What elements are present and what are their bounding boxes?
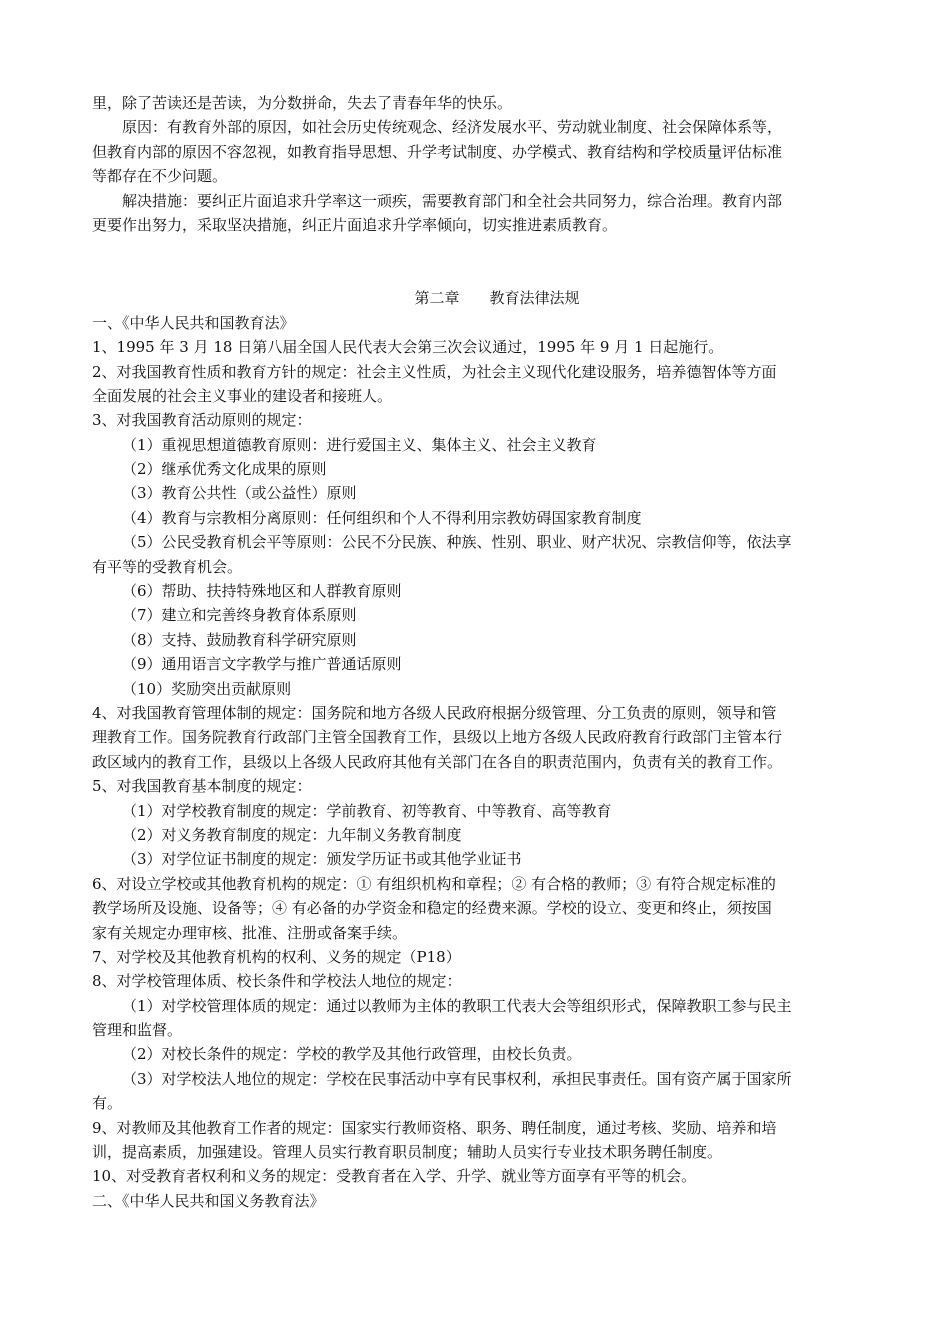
- text-line: （7）建立和完善终身教育体系原则: [122, 606, 357, 625]
- text-line: 等都存在不少问题。: [92, 167, 228, 186]
- text-line: 3、对我国教育活动原则的规定：: [92, 411, 312, 430]
- text-line: （1）重视思想道德教育原则：进行爱国主义、集体主义、社会主义教育: [122, 435, 597, 454]
- text-line: （3）教育公共性（或公益性）原则: [122, 484, 357, 503]
- text-line: 1、1995 年 3 月 18 日第八届全国人民代表大会第三次会议通过，1995 年 9 月 1 日起施行。: [92, 338, 724, 357]
- intro-section: [92, 91, 862, 237]
- text-line: 教学场所及设施、设备等；④ 有必备的办学资金和稳定的经费来源。学校的设立、变更和终止，须按国: [92, 899, 772, 918]
- text-line: 有平等的受教育机会。: [92, 557, 243, 576]
- text-line: 全面发展的社会主义事业的建设者和接班人。: [92, 386, 393, 405]
- text-line: 6、对设立学校或其他教育机构的规定：① 有组织机构和章程；② 有合格的教师；③ 有符合规定标准的: [92, 874, 776, 893]
- text-line: 更要作出努力，采取坚决措施，纠正片面追求升学率倾向，切实推进素质教育。: [92, 215, 618, 234]
- text-line: （1）对学校教育制度的规定：学前教育、初等教育、中等教育、高等教育: [122, 801, 612, 820]
- chapter-body: [92, 311, 862, 1213]
- chapter-title: 教育法律法规: [489, 289, 580, 308]
- text-line: 5、对我国教育基本制度的规定：: [92, 777, 312, 796]
- text-line: （8）支持、鼓励教育科学研究原则: [122, 630, 357, 649]
- text-line: 里，除了苦读还是苦读，为分数拼命，失去了青春年华的快乐。: [92, 94, 513, 112]
- text-line: （3）对学位证书制度的规定：颁发学历证书或其他学业证书: [122, 850, 522, 869]
- text-line: 4、对我国教育管理体制的规定：国务院和地方各级人民政府根据分级管理、分工负责的原则，领导和管: [92, 703, 777, 722]
- text-line: 7、对学校及其他教育机构的权利、义务的规定（P18）: [92, 947, 461, 966]
- text-line: 原因：有教育外部的原因，如社会历史传统观念、经济发展水平、劳动就业制度、社会保障体系等，: [122, 118, 783, 137]
- text-line: 2、对我国教育性质和教育方针的规定：社会主义性质，为社会主义现代化建设服务，培养德智体等方面: [92, 362, 777, 381]
- text-line: （2）继承优秀文化成果的原则: [122, 460, 327, 479]
- text-line: （5）公民受教育机会平等原则：公民不分民族、种族、性别、职业、财产状况、宗教信仰等，依法享: [122, 533, 792, 552]
- text-line: 二、《中华人民共和国义务教育法》: [92, 1191, 325, 1210]
- text-line: （2）对校长条件的规定：学校的教学及其他行政管理，由校长负责。: [122, 1045, 582, 1064]
- text-line: 8、对学校管理体质、校长条件和学校法人地位的规定：: [92, 972, 462, 991]
- text-line: （1）对学校管理体质的规定：通过以教师为主体的教职工代表大会等组织形式，保障教职工参与民主: [122, 996, 792, 1015]
- text-line: 管理和监督。: [92, 1021, 183, 1040]
- text-line: 10、对受教育者权利和义务的规定：受教育者在入学、升学、就业等方面享有平等的机会。: [92, 1167, 697, 1186]
- text-line: 训，提高素质，加强建设。管理人员实行教育职员制度；辅助人员实行专业技术职务聘任制度。: [92, 1143, 723, 1162]
- text-line: 有。: [92, 1094, 123, 1113]
- text-line: 一、《中华人民共和国教育法》: [92, 313, 295, 332]
- document-content: [92, 91, 862, 1213]
- text-line: 解决措施：要纠正片面追求升学率这一顽疾，需要教育部门和全社会共同努力，综合治理。教育内部: [122, 191, 783, 210]
- text-line: 政区域内的教育工作，县级以上各级人民政府其他有关部门在各自的职责范围内，负责有关的教育工作。: [92, 752, 783, 771]
- section-gap: [92, 237, 862, 286]
- text-line: 但教育内部的原因不容忽视，如教育指导思想、升学考试制度、办学模式、教育结构和学校质量评估标准: [92, 142, 783, 161]
- text-line: （10）奖励突出贡献原则: [122, 679, 292, 698]
- text-line: 理教育工作。国务院教育行政部门主管全国教育工作，县级以上地方各级人民政府教育行政部门主管本行: [92, 728, 783, 747]
- text-line: （6）帮助、扶持特殊地区和人群教育原则: [122, 582, 402, 601]
- text-line: （2）对义务教育制度的规定：九年制义务教育制度: [122, 825, 462, 844]
- text-line: 9、对教师及其他教育工作者的规定：国家实行教师资格、职务、聘任制度，通过考核、奖励、培养和培: [92, 1118, 777, 1137]
- text-line: 家有关规定办理审核、批准、注册或备案手续。: [92, 923, 408, 942]
- chapter-number: 第二章: [414, 289, 460, 308]
- chapter-heading: [92, 286, 862, 310]
- text-line: （3）对学校法人地位的规定：学校在民事活动中享有民事权利，承担民事责任。国有资产属于国家所: [122, 1069, 792, 1088]
- text-line: （9）通用语言文字教学与推广普通话原则: [122, 655, 402, 674]
- text-line: （4）教育与宗教相分离原则：任何组织和个人不得利用宗教妨碍国家教育制度: [122, 508, 642, 527]
